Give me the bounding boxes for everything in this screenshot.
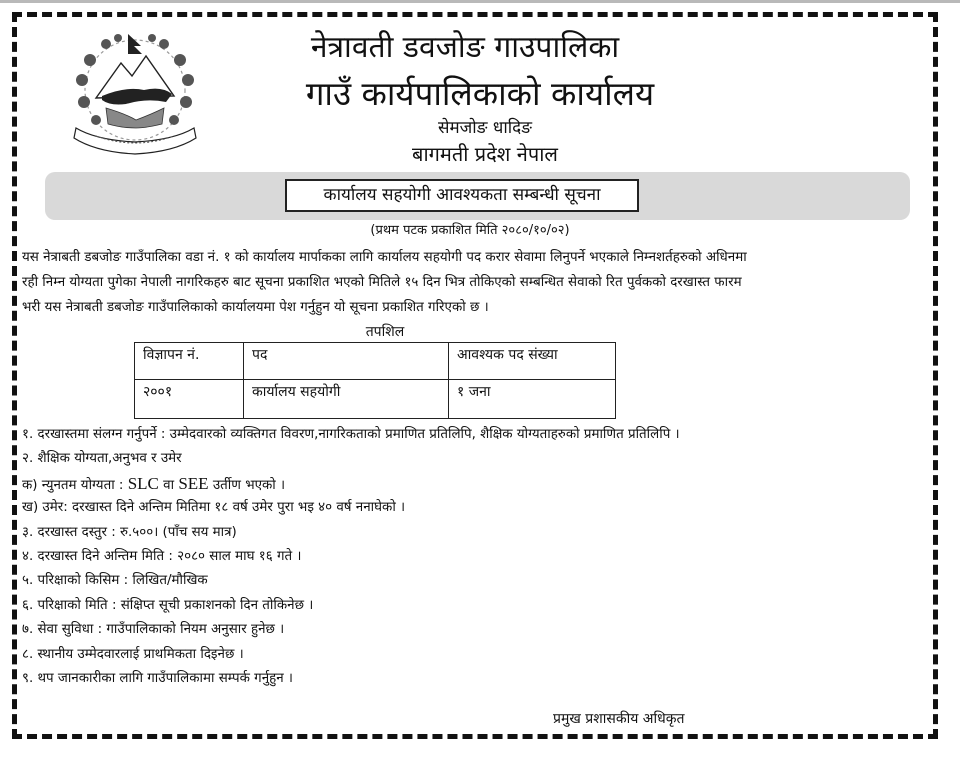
publication-date: (प्रथम पटक प्रकाशित मिति २०८०/१०/०२)	[370, 223, 570, 238]
list-item: ख) उमेर: दरखास्त दिने अन्तिम मितिमा १८ वर्ष उमेर पुरा भइ ४० वर्ष ननाघेको ।	[22, 500, 406, 516]
header-cell-required-count: आवश्यक पद संख्या	[449, 343, 616, 380]
list-item: २. शैक्षिक योग्यता,अनुभव र उमेर	[22, 451, 182, 467]
cell-post: कार्यालय सहयोगी	[244, 380, 449, 419]
intro-paragraph	[22, 245, 932, 320]
item-text-slc: SLC	[127, 473, 159, 493]
item-text: उर्तीण भएको ।	[208, 477, 286, 493]
list-item: ८. स्थानीय उम्मेदवारलाई प्राथमिकता दिइनेछ ।	[22, 646, 244, 662]
cell-ad-number: २००१	[135, 380, 244, 419]
nepal-emblem-icon	[66, 28, 204, 156]
header-cell-post: पद	[244, 343, 449, 380]
item-text: क) न्युनतम योग्यता :	[22, 477, 128, 493]
top-divider	[0, 0, 960, 3]
item-text-see: SEE	[178, 473, 209, 493]
intro-line: रही निम्न योग्यता पुगेका नेपाली नागरिकहरु बाट सूचना प्रकाशित भएको मितिले १५ दिन भित्र तोकिएको सम्बन्धित सेवाको रित पुर्वकको दरखास्त फारम	[22, 275, 742, 290]
notice-title: कार्यालय सहयोगी आवश्यकता सम्बन्धी सूचना	[285, 179, 639, 212]
list-item: ४. दरखास्त दिने अन्तिम मिति : २०८० साल माघ १६ गते ।	[22, 548, 302, 564]
list-item: १. दरखास्तमा संलग्न गर्नुपर्ने : उम्मेदवारको व्यक्तिगत विवरण,नागरिकताको प्रमाणित प्रतिलिपि, शैक्षिक योग्यताहरुको प्रमाणित प्रतिलिपि ।	[22, 427, 680, 442]
province-name: बागमती प्रदेश नेपाल	[412, 142, 558, 166]
vacancy-table	[134, 342, 616, 419]
list-item: ३. दरखास्त दस्तुर : रु.५००। (पाँच सय मात्र)	[22, 524, 237, 540]
list-item: ६. परिक्षाको मिति : संक्षिप्त सूची प्रकाशनको दिन तोकिनेछ ।	[22, 597, 314, 613]
table-header-row	[135, 343, 616, 380]
cell-required-count: १ जना	[449, 380, 616, 419]
header-cell-ad-number: विज्ञापन नं.	[135, 343, 244, 380]
conditions-list	[22, 423, 932, 691]
intro-line: भरी यस नेत्राबती डबजोङ गाउँपालिकाको कार्यालयमा पेश गर्नुहुन यो सूचना प्रकाशित गरिएको छ ।	[22, 300, 489, 315]
table-caption: तपशिल	[365, 324, 405, 340]
item-text: वा	[158, 477, 179, 493]
intro-line: यस नेत्राबती डबजोङ गाउँपालिका वडा नं. १ को कार्यालय मार्पाकका लागि कार्यालय सहयोगी पद करार सेवामा लिनुपर्ने भएकाले निम्नशर्तहरुको अधिनमा	[22, 250, 747, 265]
office-name: गाउँ कार्यपालिकाको कार्यालय	[305, 74, 655, 113]
list-item: ७. सेवा सुविधा : गाउँपालिकाको नियम अनुसार हुनेछ ।	[22, 622, 285, 638]
list-item: ९. थप जानकारीका लागि गाउँपालिकामा सम्पर्क गर्नुहुन ।	[22, 670, 294, 686]
office-location: सेमजोङ धादिङ	[437, 118, 533, 138]
list-item: ५. परिक्षाको किसिम : लिखित/मौखिक	[22, 573, 208, 589]
signature-title: प्रमुख प्रशासकीय अधिकृत	[553, 711, 685, 727]
table-row	[135, 380, 616, 419]
municipality-name: नेत्रावती डवजोङ गाउपालिका	[310, 30, 620, 65]
list-item	[22, 472, 932, 496]
